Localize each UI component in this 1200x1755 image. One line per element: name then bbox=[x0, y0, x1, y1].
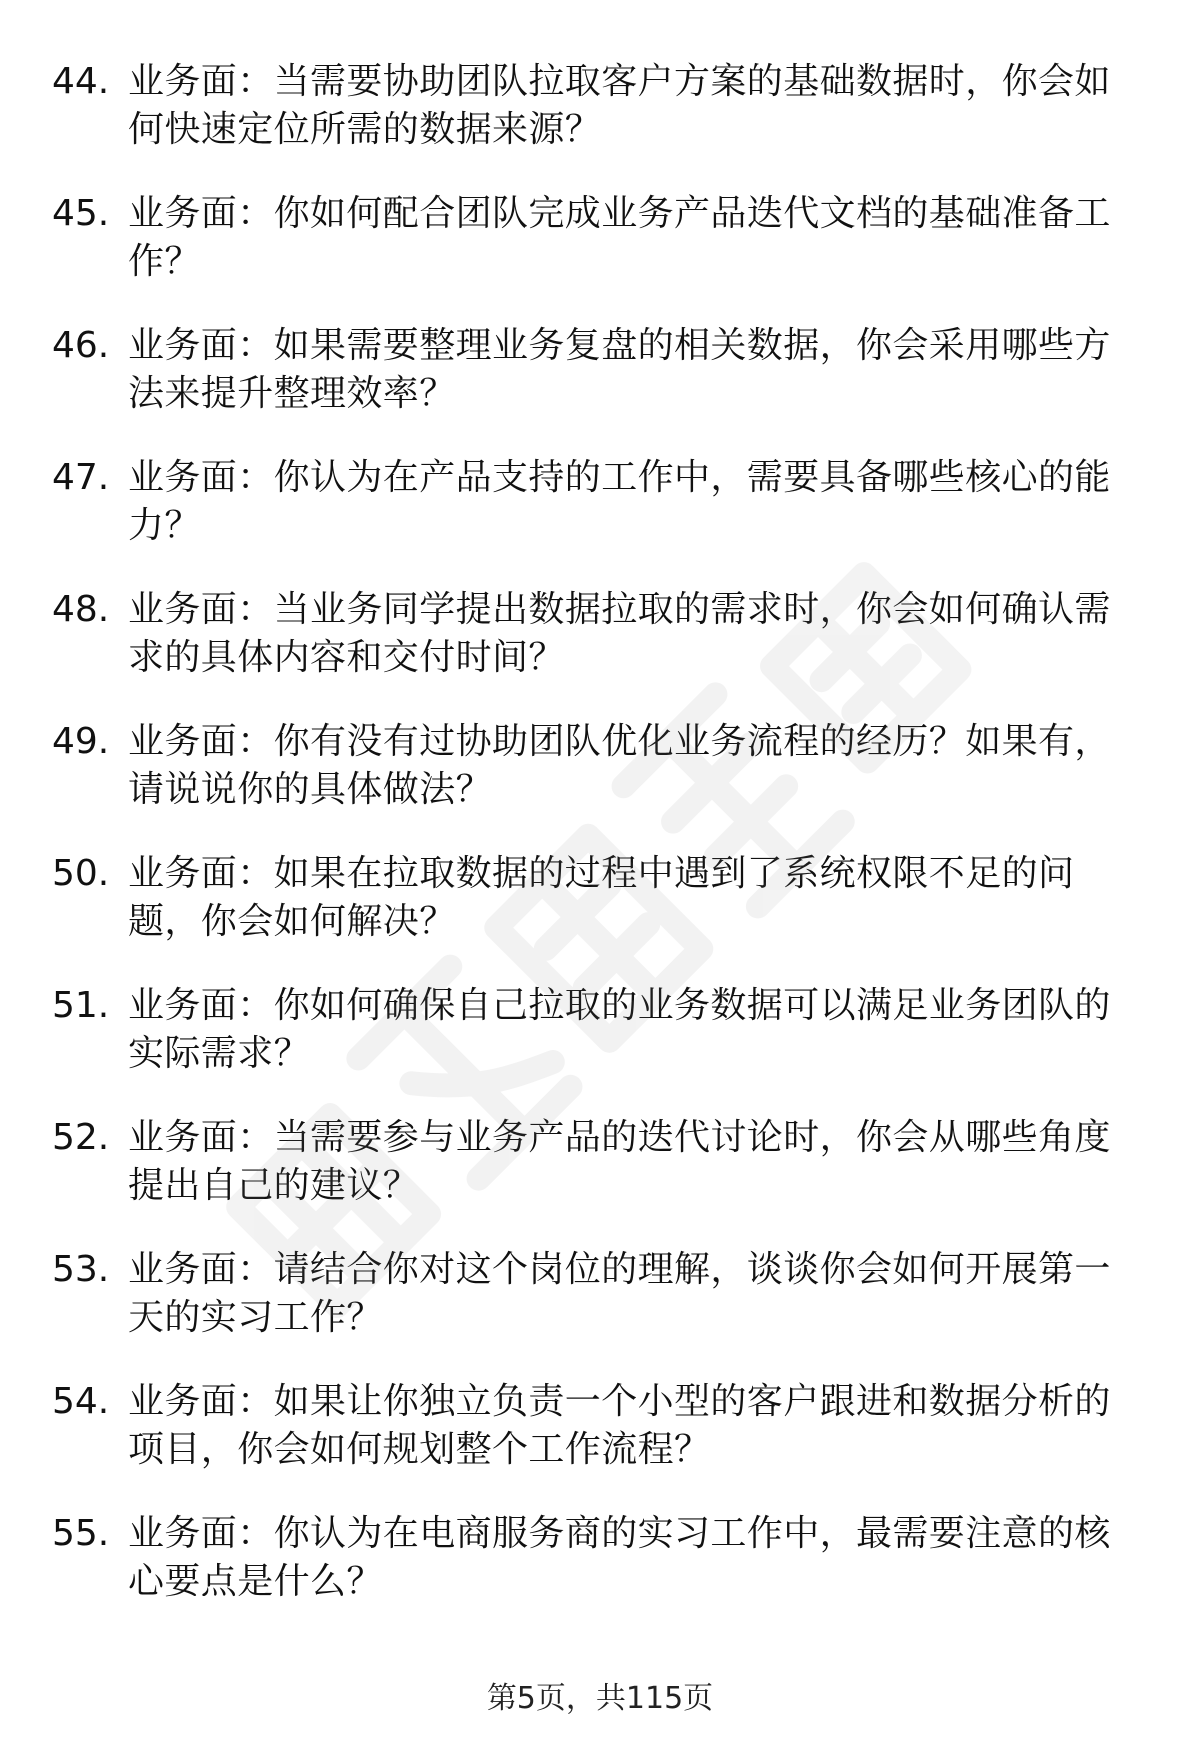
question-text: 业务面：你有没有过协助团队优化业务流程的经历？如果有，请说说你的具体做法？ bbox=[128, 721, 1111, 810]
question-item-47 bbox=[0, 454, 1200, 586]
question-item-44 bbox=[0, 58, 1200, 190]
question-list bbox=[0, 58, 1200, 1642]
question-item-52 bbox=[0, 1114, 1200, 1246]
question-number: 48. bbox=[52, 589, 110, 630]
question-item-51 bbox=[0, 982, 1200, 1114]
question-number: 52. bbox=[52, 1117, 110, 1158]
page-footer: 第5页，共115页 bbox=[486, 1681, 714, 1716]
question-number: 51. bbox=[52, 985, 110, 1026]
question-item-46 bbox=[0, 322, 1200, 454]
question-text: 业务面：你如何确保自己拉取的业务数据可以满足业务团队的实际需求？ bbox=[128, 985, 1111, 1074]
question-item-50 bbox=[0, 850, 1200, 982]
question-number: 49. bbox=[52, 721, 110, 762]
question-text: 业务面：当需要参与业务产品的迭代讨论时，你会从哪些角度提出自己的建议？ bbox=[128, 1117, 1111, 1206]
question-text: 业务面：如果让你独立负责一个小型的客户跟进和数据分析的项目，你会如何规划整个工作流程？ bbox=[128, 1381, 1111, 1470]
question-item-49 bbox=[0, 718, 1200, 850]
question-item-54 bbox=[0, 1378, 1200, 1510]
question-text: 业务面：请结合你对这个岗位的理解，谈谈你会如何开展第一天的实习工作？ bbox=[128, 1249, 1111, 1338]
question-item-48 bbox=[0, 586, 1200, 718]
question-text: 业务面：当需要协助团队拉取客户方案的基础数据时，你会如何快速定位所需的数据来源？ bbox=[128, 61, 1111, 150]
question-number: 46. bbox=[52, 325, 110, 366]
question-number: 55. bbox=[52, 1513, 110, 1554]
question-number: 54. bbox=[52, 1381, 110, 1422]
question-text: 业务面：你认为在产品支持的工作中，需要具备哪些核心的能力？ bbox=[128, 457, 1111, 546]
question-number: 44. bbox=[52, 61, 110, 102]
question-number: 47. bbox=[52, 457, 110, 498]
question-number: 45. bbox=[52, 193, 110, 234]
question-text: 业务面：如果需要整理业务复盘的相关数据，你会采用哪些方法来提升整理效率？ bbox=[128, 325, 1111, 414]
question-text: 业务面：你认为在电商服务商的实习工作中，最需要注意的核心要点是什么？ bbox=[128, 1513, 1111, 1602]
question-item-45 bbox=[0, 190, 1200, 322]
question-number: 53. bbox=[52, 1249, 110, 1290]
question-text: 业务面：当业务同学提出数据拉取的需求时，你会如何确认需求的具体内容和交付时间？ bbox=[128, 589, 1111, 678]
question-item-55 bbox=[0, 1510, 1200, 1642]
question-text: 业务面：你如何配合团队完成业务产品迭代文档的基础准备工作？ bbox=[128, 193, 1111, 282]
question-item-53 bbox=[0, 1246, 1200, 1378]
question-text: 业务面：如果在拉取数据的过程中遇到了系统权限不足的问题，你会如何解决？ bbox=[128, 853, 1075, 942]
question-number: 50. bbox=[52, 853, 110, 894]
